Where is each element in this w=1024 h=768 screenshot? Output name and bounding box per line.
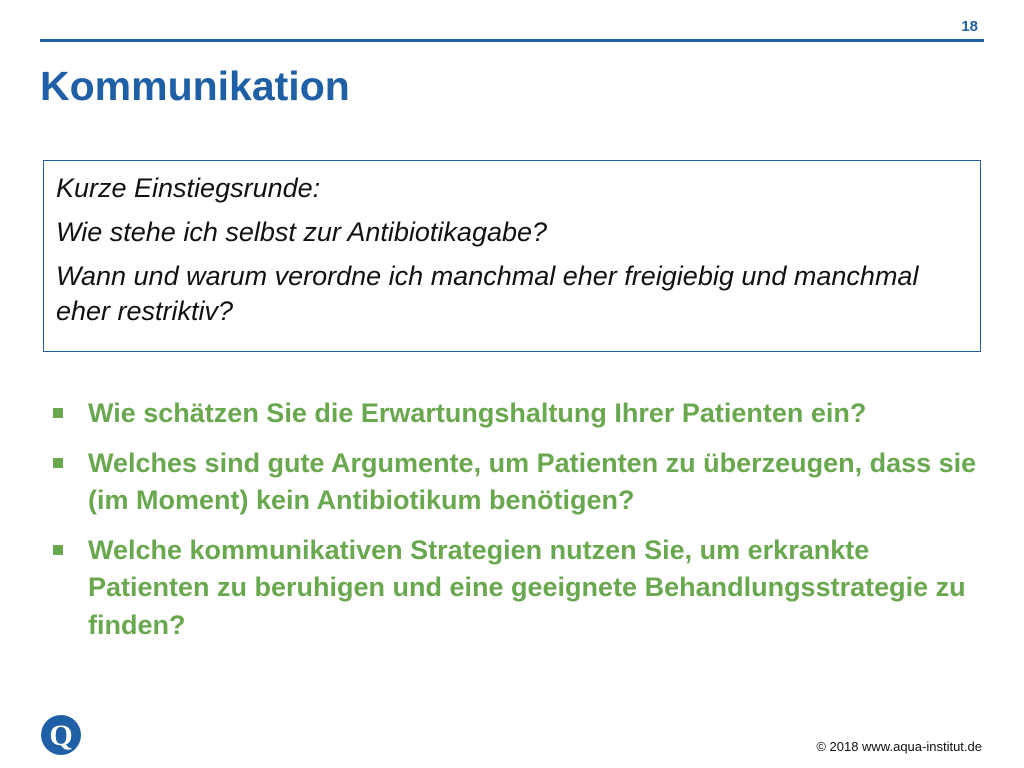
square-bullet-icon: [53, 545, 63, 555]
top-divider: [40, 39, 984, 42]
slide-number: 18: [961, 18, 978, 35]
intro-question-1: Wie stehe ich selbst zur Antibiotikagabe?: [56, 217, 548, 248]
slide-title: Kommunikation: [40, 63, 350, 109]
question-list: [48, 395, 978, 656]
square-bullet-icon: [53, 458, 63, 468]
question-text: Welche kommunikativen Strategien nutzen Sie, um erkrankte Patienten zu beruhigen und eine geeignete Behandlungsstrategie zu finden?: [88, 534, 966, 640]
intro-question-2: Wann und warum verordne ich manchmal eher freigiebig und manchmal eher restriktiv?: [56, 261, 919, 327]
question-item: [48, 395, 978, 433]
question-item: [48, 532, 978, 645]
question-text: Welches sind gute Argumente, um Patienten zu überzeugen, dass sie (im Moment) kein Antibiotikum benötigen?: [88, 447, 977, 516]
footer-copyright: © 2018 www.aqua-institut.de: [816, 739, 982, 754]
square-bullet-icon: [53, 408, 63, 418]
logo-letter: Q: [49, 719, 73, 752]
question-text: Wie schätzen Sie die Erwartungshaltung Ihrer Patienten ein?: [88, 398, 867, 428]
question-item: [48, 445, 978, 520]
intro-heading: Kurze Einstiegsrunde:: [56, 173, 321, 203]
aqua-q-logo-icon: [40, 714, 82, 756]
intro-box: [43, 160, 981, 352]
